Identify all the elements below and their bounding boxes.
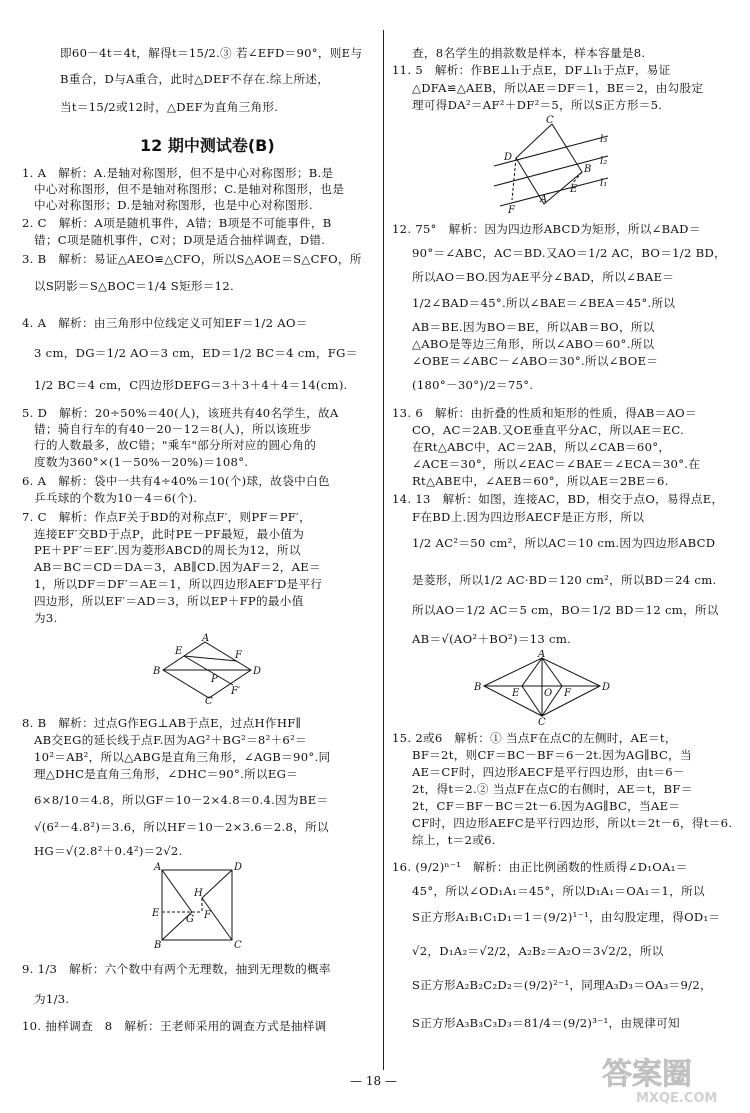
q11-label-l1: l₁ <box>600 178 608 189</box>
answer-line: 1. A 解析：A.是轴对称图形，但不是中心对称图形；B.是 <box>22 166 334 180</box>
answer-line: 度数为360°×(1－50%－20%)＝108°. <box>34 455 249 469</box>
answer-line: CO，AC＝2AB.又OE垂直平分AC，所以AE＝EC. <box>412 423 685 437</box>
answer-line: 1/2∠BAD＝45°.所以∠BAE＝∠BEA＝45°.所以 <box>412 296 676 310</box>
answer-line: 11. 5 解析：作BE⊥l₁于点E，DF⊥l₁于点F，易证 <box>392 63 671 77</box>
answer-line: 2t，得t＝2.② 当点F在点C的右侧时，AE＝t，BF＝ <box>412 782 693 796</box>
q8-label-a: A <box>154 862 162 873</box>
answer-line: AB＝BC＝CD＝DA＝3，AB∥CD.因为AF＝2，AE＝ <box>34 560 321 574</box>
q11-parallel-lines-figure <box>486 114 616 214</box>
answer-line: 以S阴影＝S△BOC＝1/4 S矩形＝12. <box>34 279 234 293</box>
answer-line: 乒乓球的个数为10－4＝6(个). <box>34 491 198 505</box>
answer-line: HG＝√(2.8²＋0.4²)＝2√2. <box>34 844 183 858</box>
q7-label-c: C <box>205 696 213 704</box>
answer-line: AB交EG的延长线于点F.因为AG²＋BG²＝8²＋6²＝ <box>34 733 307 747</box>
answer-line: 为1/3. <box>34 992 70 1006</box>
q11-label-l2: l₂ <box>600 156 608 167</box>
answer-line: 错；C项是随机事件，C对；D项是适合抽样调查，D错. <box>34 233 326 247</box>
q8-label-e: E <box>152 908 160 919</box>
section-title: 12 期中测试卷(B) <box>140 136 275 155</box>
answer-line: S正方形A₃B₃C₃D₃＝81/4＝(9/2)³⁻¹，由规律可知 <box>412 1016 680 1030</box>
answer-line: 行的人数最多，故C错；"乘车"部分所对应的圆心角的 <box>34 438 317 452</box>
q8-label-f: F <box>204 910 211 921</box>
answer-line: 15. 2或6 解析：① 当点F在点C的左侧时，AE＝t， <box>392 731 677 745</box>
q8-label-b: B <box>154 940 162 950</box>
text-line: 即60－4t＝4t，解得t＝15/2.③ 若∠EFD＝90°，则E与 <box>60 46 363 60</box>
q14-label-f: F <box>564 688 571 699</box>
q8-label-g: G <box>186 914 194 925</box>
answer-line: 13. 6 解析：由折叠的性质和矩形的性质，得AB＝AO＝ <box>392 406 697 420</box>
answer-line: AE＝CF时，四边形AECF是平行四边形，由t＝6－ <box>412 765 685 779</box>
answer-line: 2t，CF＝BF－BC＝2t－6.因为AG∥BC，当AE＝ <box>412 799 681 813</box>
watermark-url: MXQE.COM <box>636 1091 718 1105</box>
q14-label-c: C <box>538 717 546 725</box>
q7-label-f: F <box>235 650 242 661</box>
answer-line: BF＝2t，则CF＝BC－BF＝6－2t.因为AG∥BC，当 <box>412 748 692 762</box>
answer-line: CF时，四边形AEFC是平行四边形，所以t＝2t－6，得t＝6. <box>412 816 733 830</box>
answer-line: 12. 75° 解析：因为四边形ABCD为矩形，所以∠BAD＝ <box>392 222 701 236</box>
q11-label-f: F <box>508 205 515 214</box>
q11-label-c: C <box>546 115 554 126</box>
q8-label-c: C <box>234 940 242 950</box>
answer-line: 理可得DA²＝AF²＋DF²＝5，所以S正方形＝5. <box>412 98 663 112</box>
answer-line: (180°－30°)/2＝75°. <box>412 378 534 392</box>
answer-line: Rt△ABE中，∠AEB＝60°，所以AE＝2BE＝6. <box>412 474 669 488</box>
answer-line: √2，D₁A₂＝√2/2，A₂B₂＝A₂O＝3√2/2，所以 <box>412 944 664 958</box>
answer-line: 2. C 解析：A项是随机事件，A错；B项是不可能事件，B <box>22 216 332 230</box>
q11-label-a: A <box>540 194 548 205</box>
answer-line: 45°，所以∠OD₁A₁＝45°，所以D₁A₁＝OA₁＝1，所以 <box>412 884 705 898</box>
q11-label-l3: l₃ <box>600 134 608 145</box>
q8-square-figure <box>148 862 243 950</box>
answer-line: 6×8/10＝4.8，所以GF＝10－2×4.8＝0.4.因为BE＝ <box>34 793 329 807</box>
answer-line: 是菱形，所以1/2 AC·BD＝120 cm²，所以BD＝24 cm. <box>412 573 717 587</box>
answer-line: 8. B 解析：过点G作EG⊥AB于点E，过点H作HF∥ <box>22 716 302 730</box>
answer-line: 14. 13 解析：如图，连接AC，BD，相交于点O，易得点E， <box>392 492 724 506</box>
answer-line: 90°＝∠ABC，AC＝BD.又AO＝1/2 AC，BO＝1/2 BD， <box>412 246 726 260</box>
answer-line: 所以AO＝1/2 AC＝5 cm，BO＝1/2 BD＝12 cm，所以 <box>412 603 719 617</box>
q14-rhombus-figure <box>474 650 614 725</box>
answer-line: 错；骑自行车的有40－20－12＝8(人)，所以该班步 <box>34 422 312 436</box>
answer-line: PE＋PF′＝EF′.因为菱形ABCD的周长为12，所以 <box>34 543 301 557</box>
q7-label-p: P <box>211 674 218 685</box>
q11-label-b: B <box>584 164 592 175</box>
q8-label-d: D <box>234 862 243 873</box>
q14-label-o: O <box>544 688 553 699</box>
q11-label-d: D <box>504 152 513 163</box>
watermark-logo <box>596 1050 741 1105</box>
answer-line: √(6²－4.8²)＝3.6，所以HF＝10－2×3.6＝2.8，所以 <box>34 820 329 834</box>
page-number: — 18 — <box>350 1074 397 1088</box>
q7-label-b: B <box>153 666 161 677</box>
answer-line: ∠ACE＝30°，所以∠EAC＝∠BAE＝∠ECA＝30°.在 <box>412 457 701 471</box>
answer-line: 理△DHC是直角三角形，∠DHC＝90°.所以EG＝ <box>34 767 299 781</box>
answer-line: 7. C 解析：作点F关于BD的对称点F′，则PF＝PF′， <box>22 510 311 524</box>
answer-line: S正方形A₂B₂C₂D₂＝(9/2)²⁻¹，同理A₃D₃＝OA₃＝9/2， <box>412 978 712 992</box>
q7-label-d: D <box>253 666 262 677</box>
answer-line: 中心对称图形，但不是轴对称图形；C.是轴对称图形，也是 <box>34 182 345 196</box>
answer-line: 16. (9/2)ⁿ⁻¹ 解析：由正比例函数的性质得∠D₁OA₁＝ <box>392 860 688 874</box>
answer-line: 9. 1/3 解析：六个数中有两个无理数，抽到无理数的概率 <box>22 962 331 976</box>
watermark-text: 答案圈 <box>602 1057 692 1092</box>
answer-line: 3 cm，DG＝1/2 AO＝3 cm，ED＝1/2 BC＝4 cm，FG＝ <box>34 346 358 360</box>
q11-label-e: E <box>570 184 578 195</box>
answer-line: 6. A 解析：袋中一共有4÷40%＝10(个)球，故袋中白色 <box>22 474 330 488</box>
q7-rhombus-figure <box>145 632 270 704</box>
q7-label-e: E <box>175 646 183 657</box>
column-divider <box>383 30 384 1070</box>
answer-line: ∠OBE＝∠ABC－∠ABO＝30°.所以∠BOE＝ <box>412 354 659 368</box>
answer-line: 在Rt△ABC中，AC＝2AB，所以∠CAB＝60°， <box>412 440 671 454</box>
answer-line: AB＝BE.因为BO＝BE，所以AB＝BO，所以 <box>412 320 655 334</box>
answer-line: △ABO是等边三角形，所以∠ABO＝60°.所以 <box>412 337 655 351</box>
answer-line: 10²＝AB²，所以△ABG是直角三角形，∠AGB＝90°.同 <box>34 750 331 764</box>
answer-line: 为3. <box>34 611 58 625</box>
q8-label-h: H <box>194 888 203 899</box>
answer-line: 中心对称图形；D.是轴对称图形，也是中心对称图形. <box>34 198 313 212</box>
q14-label-d: D <box>602 682 611 693</box>
q14-label-e: E <box>512 688 520 699</box>
answer-line: 连接EF′交BD于点P，此时PE－PF最短，最小值为 <box>34 527 305 541</box>
answer-line: 10. 抽样调查 8 解析：王老师采用的调查方式是抽样调 <box>22 1019 327 1033</box>
text-line: B重合，D与A重合，此时△DEF不存在.综上所述， <box>60 72 330 86</box>
answer-line: 所以AO＝BO.因为AE平分∠BAD，所以∠BAE＝ <box>412 270 675 284</box>
answer-line: 5. D 解析：20÷50%＝40(人)，该班共有40名学生，故A <box>22 406 339 420</box>
answer-line: 查，8名学生的捐款数是样本，样本容量是8. <box>412 46 646 60</box>
answer-line: 1/2 BC＝4 cm，C四边形DEFG＝3＋3＋4＋4＝14(cm). <box>34 378 348 392</box>
answer-line: 综上，t＝2或6. <box>412 833 496 847</box>
answer-line: 3. B 解析：易证△AEO≌△CFO，所以S△AOE＝S△CFO，所 <box>22 252 362 266</box>
q7-label-f-prime: F′ <box>231 686 241 697</box>
answer-line: △DFA≌△AEB，所以AE＝DF＝1，BE＝2，由勾股定 <box>412 81 704 95</box>
answer-line: 1/2 AC²＝50 cm²，所以AC＝10 cm.因为四边形ABCD <box>412 536 716 550</box>
answer-line: 四边形，所以EF′＝AD＝3，所以EP＋FP的最小值 <box>34 594 304 608</box>
text-line: 当t＝15/2或12时，△DEF为直角三角形. <box>60 100 279 114</box>
answer-line: 1，所以DF＝DF′＝AE＝1，所以四边形AEF′D是平行 <box>34 577 323 591</box>
answer-line: S正方形A₁B₁C₁D₁＝1＝(9/2)¹⁻¹，由勾股定理，得OD₁＝ <box>412 910 721 924</box>
answer-line: 4. A 解析：由三角形中位线定义可知EF＝1/2 AO＝ <box>22 316 308 330</box>
q14-label-b: B <box>474 682 482 693</box>
answer-line: AB＝√(AO²＋BO²)＝13 cm. <box>412 632 572 646</box>
q7-label-a: A <box>202 633 210 644</box>
q14-label-a: A <box>538 650 546 660</box>
answer-line: F在BD上.因为四边形AECF是正方形，所以 <box>412 510 645 524</box>
